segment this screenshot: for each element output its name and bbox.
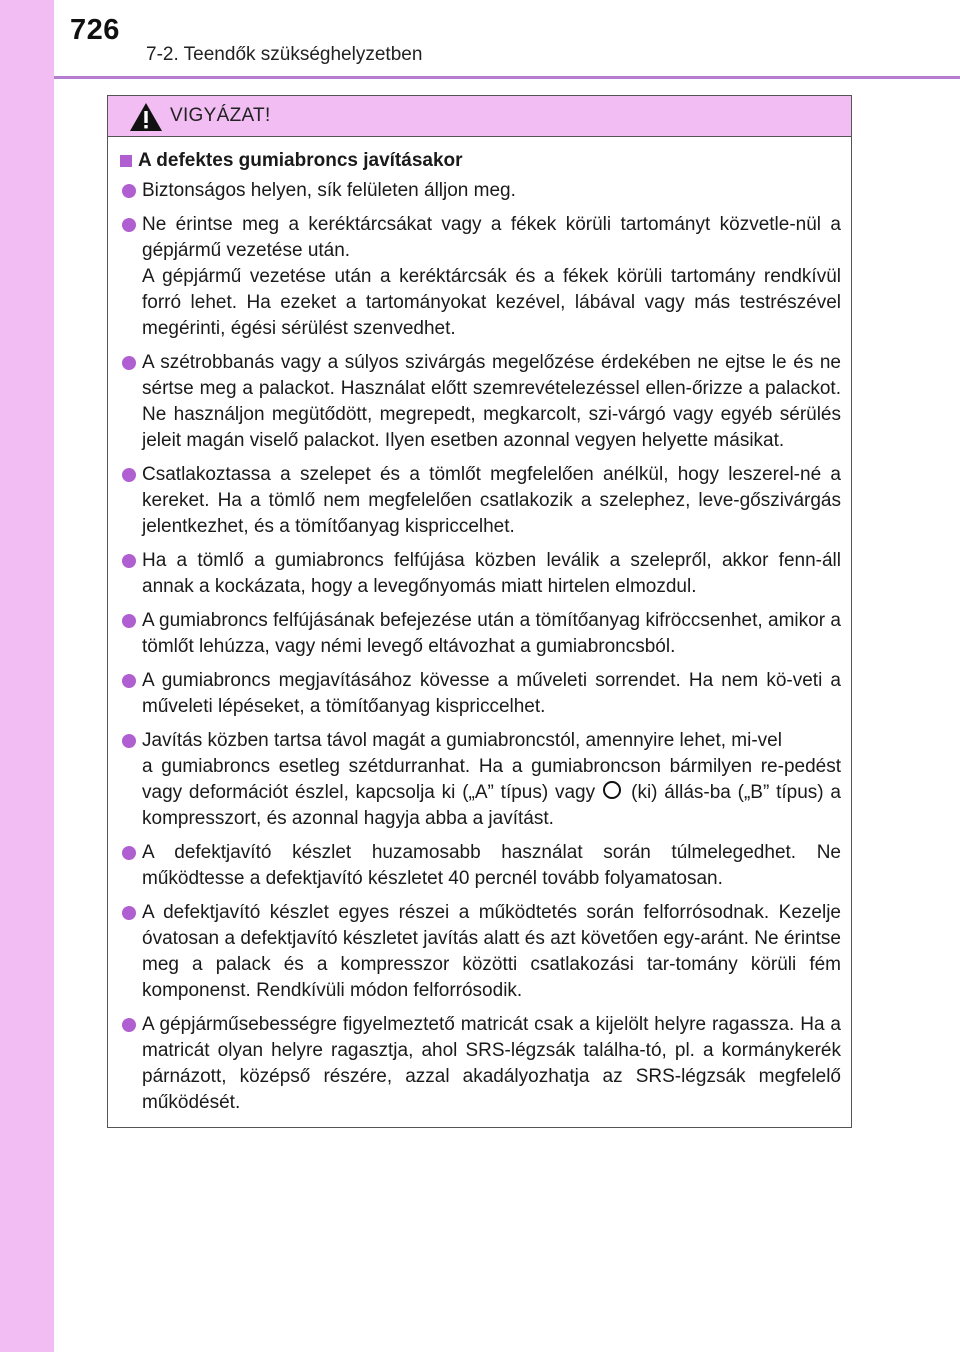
bullet-dot-icon [122, 356, 136, 370]
caution-subheading [120, 148, 841, 174]
bullet-dot-icon [122, 468, 136, 482]
power-off-ring-icon [603, 781, 621, 799]
list-item [120, 900, 841, 1004]
bullet-dot-icon [122, 554, 136, 568]
list-item [120, 178, 841, 204]
list-item [120, 1012, 841, 1116]
list-item-text: A gumiabroncs felfújásának befejezése után a tömítőanyag kifröccsenhet, amikor a tömlőt lehúzza, vagy némi levegő eltávozhat a gumiabroncsból. [142, 610, 841, 657]
caution-header [108, 96, 851, 137]
list-item [120, 668, 841, 720]
header-divider [54, 76, 960, 79]
list-item-text: Csatlakoztassa a szelepet és a tömlőt megfelelően anélkül, hogy leszerel-né a kereket. Ha a tömlő nem megfelelően csatlakozik a szelephez, leve-gőszivárgás jelentkezhet, és a tömítőanyag kispriccelhet. [142, 464, 841, 537]
warning-triangle-icon [129, 102, 163, 132]
caution-box [107, 95, 852, 1128]
list-item-text: A szétrobbanás vagy a súlyos szivárgás megelőzése érdekében ne ejtse le és ne sértse meg a palackot. Használat előtt szemrevételezéssel ellen-őrizze a palackot. Ne használjon megütődött, megrepedt, megkarcolt, szi-várgó vagy egyéb sérülés jeleit magán viselő palackot. Ilyen esetben azonnal vegyen helyette másikat. [142, 352, 841, 451]
list-item-text: A gumiabroncs megjavításához kövesse a műveleti sorrendet. Ha nem kö-veti a műveleti lépéseket, a tömítőanyag kispriccelhet. [142, 670, 841, 717]
list-item-text: A gépjárműsebességre figyelmeztető matricát csak a kijelölt helyre ragassza. Ha a matricát olyan helyre ragasztja, ahol SRS-légzsák találha-tó, pl. a kormánykerék párnázott, középső részére, azzal akadályozhatja az SRS-légzsák megfelelő működését. [142, 1014, 841, 1113]
caution-content [108, 148, 851, 1124]
list-item-text: Ne érintse meg a keréktárcsákat vagy a fékek körüli tartományt közvetle-nül a gépjármű vezetése után. A gépjármű vezetése után a keréktárcsák és a fékek körüli tartomány rendkívül forró lehet. Ha ezeket a tartományokat kezével, lábával vagy más testrészével megérinti, égési sérülést szenvedhet. [142, 214, 841, 339]
bullet-dot-icon [122, 1018, 136, 1032]
list-item-text: A defektjavító készlet huzamosabb használat során túlmelegedhet. Ne működtesse a defektjavító készletet 40 percnél tovább folyamatosan. [142, 842, 841, 889]
square-bullet-icon [120, 155, 132, 167]
bullet-dot-icon [122, 614, 136, 628]
subheading-text: A defektes gumiabroncs javításakor [138, 150, 463, 171]
list-item [120, 462, 841, 540]
page-side-strip [0, 0, 54, 1352]
bullet-dot-icon [122, 846, 136, 860]
bullet-dot-icon [122, 734, 136, 748]
list-item-text: A defektjavító készlet egyes részei a működtetés során felforrósodnak. Kezelje óvatosan a defektjavító készletet javítás alatt és azt követően egy-aránt. Ne érintse meg a palack és a kompresszor közötti csatlakozási tar-tomány körüli fém komponenst. Rendkívüli módon felforrósodik. [142, 902, 841, 1001]
list-item-text-continued: (ki) állás-ba („B” típus) a kompresszort, és azonnal hagyja abba a javítást. [142, 782, 841, 829]
page-header [0, 0, 960, 80]
list-item [120, 608, 841, 660]
bullet-dot-icon [122, 674, 136, 688]
caution-title: VIGYÁZAT! [170, 105, 271, 126]
list-item [120, 212, 841, 342]
list-item [120, 548, 841, 600]
bullet-dot-icon [122, 184, 136, 198]
list-item-text: Ha a tömlő a gumiabroncs felfújása közben leválik a szelepről, akkor fenn-áll annak a kockázata, hogy a levegőnyomás miatt hirtelen elmozdul. [142, 550, 841, 597]
list-item-text: Biztonságos helyen, sík felületen álljon meg. [142, 180, 516, 201]
list-item-text: Javítás közben tartsa távol magát a gumiabroncstól, amennyire lehet, mi-vel a gumiabroncs esetleg szétdurranhat. Ha a gumiabroncson bármilyen re-pedést vagy deformációt észlel, kapcsolja ki („A” típus) vagy [142, 730, 841, 803]
bullet-dot-icon [122, 218, 136, 232]
page-number: 726 [70, 14, 120, 46]
bullet-dot-icon [122, 906, 136, 920]
list-item [120, 728, 841, 832]
list-item [120, 350, 841, 454]
list-item [120, 840, 841, 892]
section-title: 7-2. Teendők szükséghelyzetben [146, 44, 423, 65]
